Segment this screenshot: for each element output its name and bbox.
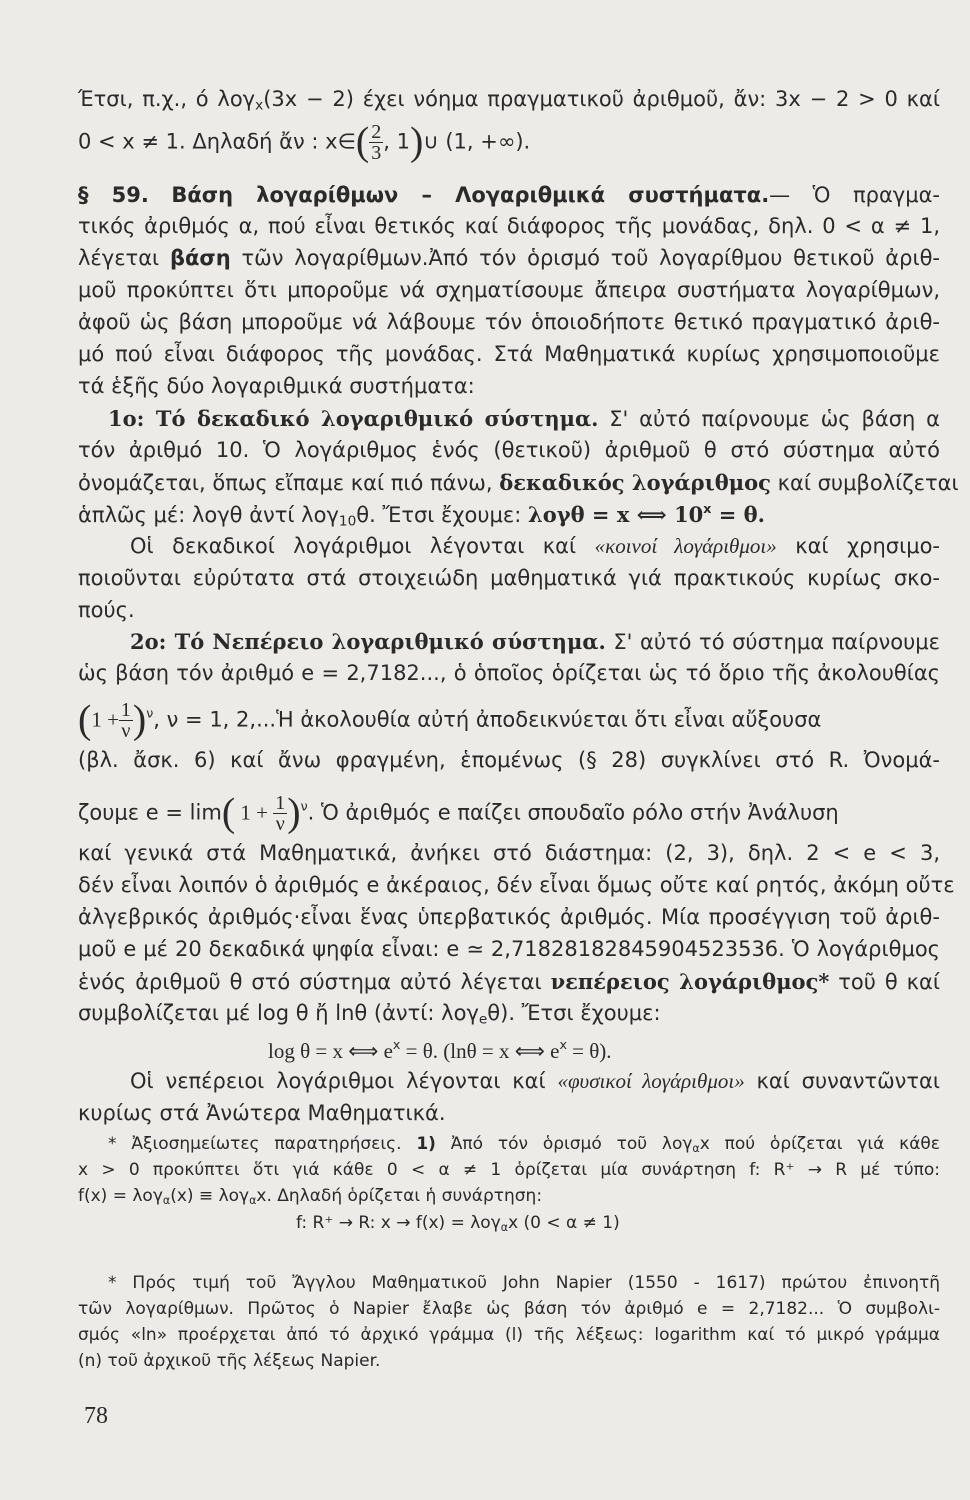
text-line: Οἱ νεπέρειοι λογάριθμοι λέγονται καί «φυσικοί λογάριθμοι» καί συναντῶνται — [130, 1069, 940, 1093]
text-line: 0 < x ≠ 1. Δηλαδή ἄν : x∈( $\frac{2}{3}$ , 1)∪ (1, +∞). — [78, 118, 531, 164]
remark-line: x > 0 προκύπτει ὅτι γιά κάθε 0 < α ≠ 1 ὁρίζεται μία συνάρτηση f: R⁺ → R μέ τύπο: — [78, 1160, 940, 1180]
formula-line: ζουμε e = lim( 1 + $\frac{1}{\nu}$ )$^\nu$. Ὁ ἀριθμός e παίζει σπουδαῖο ρόλο στήν Ἀνάλυση — [78, 789, 839, 835]
text-line: πούς. — [78, 598, 135, 622]
text-line: τά ἑξῆς δύο λογαριθμικά συστήματα: — [78, 374, 475, 398]
text-line: ὀνομάζεται, ὅπως εἴπαμε καί πιό πάνω, δεκαδικός λογάριθμος καί συμβολίζεται — [78, 470, 959, 495]
remark-line: f: R⁺ → R: x → f(x) = λογ$_\alpha$x (0 < α ≠ 1) — [296, 1213, 620, 1234]
text-line: ἀλγεβρικός ἀριθμός·εἶναι ἕνας ὑπερβατικός ἀριθμός. Μία προσέγγιση τοῦ ἀριθ- — [78, 905, 940, 929]
text-line: καί γενικά στά Μαθηματικά, ἀνήκει στό διάστημα: (2, 3), δηλ. 2 < e < 3, — [78, 841, 940, 865]
footnote-line: (n) τοῦ ἀρχικοῦ τῆς λέξεως Napier. — [78, 1351, 381, 1371]
text-line: συμβολίζεται μέ log θ ἤ lnθ (ἀντί: λογ$_e$θ). Ἔτσι ἔχουμε: — [78, 1001, 661, 1028]
footnote-line: τῶν λογαρίθμων. Πρῶτος ὁ Napier ἔλαβε ὡς βάση τόν ἀριθμό e = 2,7182... Ὁ συμβολι- — [78, 1299, 940, 1319]
text-line: Έτσι, π.χ., ό λογ$_x$(3x − 2) έχει νόημα πραγματικοῦ ἀριθμοῦ, ἄν: 3x − 2 > 0 καί — [78, 87, 940, 114]
remark-line: f(x) = λογ$_\alpha$(x) ≡ λογ$_\alpha$x. Δηλαδή ὁρίζεται ἡ συνάρτηση: — [78, 1186, 543, 1207]
footnote-line: * Πρός τιμή τοῦ Ἄγγλου Μαθηματικοῦ John Napier (1550 - 1617) πρώτου ἐπινοητῆ — [108, 1273, 940, 1293]
section-heading: § 59. Βάση λογαρίθμων – Λογαριθμικά συστήματα.— Ὁ πραγμα- — [78, 183, 940, 207]
text-line: τικός ἀριθμός α, πού εἶναι θετικός καί διάφορος τῆς μονάδας, δηλ. 0 < α ≠ 1, — [78, 214, 940, 238]
subsection-heading: 2ο: Τό Νεπέρειο λογαριθμικό σύστημα. Σ' αὐτό τό σύστημα παίρνουμε — [130, 629, 940, 654]
text-line: ἁπλῶς μέ: λογθ ἀντί λογ$_{10}$θ. Ἔτσι ἔχουμε: λογθ = x ⟺ $10^x = \theta$. — [78, 501, 765, 530]
text-line: κυρίως στά Ἀνώτερα Μαθηματικά. — [78, 1101, 446, 1125]
remark-line: * Ἀξιοσημείωτες παρατηρήσεις. 1) Ἀπό τόν ὁρισμό τοῦ λογ$_\alpha$x πού ὁρίζεται γιά κάθε — [108, 1134, 940, 1155]
subsection-heading: 1ο: Τό δεκαδικό λογαριθμικό σύστημα. Σ' αὐτό παίρνουμε ὡς βάση α — [108, 406, 940, 431]
text-line: μοῦ e μέ 20 δεκαδικά ψηφία εἶναι: e ≃ 2,71828182845904523536. Ὁ λογάριθμος — [78, 937, 940, 961]
text-line: (βλ. ἄσκ. 6) καί ἄνω φραγμένη, ἑπομένως (§ 28) συγκλίνει στό R. Ὀνομά- — [78, 748, 940, 772]
page-number: 78 — [84, 1403, 108, 1429]
equation: log θ = x ⟺ $e^x = \theta$. (lnθ = x ⟺ $e^x = \theta$). — [268, 1037, 612, 1063]
text-line: ποιοῦνται εὐρύτατα στά στοιχειώδη μαθηματικά γιά πρακτικούς κυρίως σκο- — [78, 566, 940, 590]
text-line: λέγεται βάση τῶν λογαρίθμων.Ἀπό τόν ὁρισμό τοῦ λογαρίθμου θετικοῦ ἀριθ- — [78, 246, 940, 270]
text-line: ἀφοῦ ὡς βάση μποροῦμε νά λάβουμε τόν ὁποιοδήποτε θετικό πραγματικό ἀριθ- — [78, 310, 940, 334]
text-line: τόν ἀριθμό 10. Ὁ λογάριθμος ἑνός (θετικοῦ) ἀριθμοῦ θ στό σύστημα αὐτό — [78, 438, 940, 462]
text-line: Οἱ δεκαδικοί λογάριθμοι λέγονται καί «κοινοί λογάριθμοι» καί χρησιμο- — [130, 534, 940, 558]
text-line: ὡς βάση τόν ἀριθμό e = 2,7182..., ὁ ὁποῖος ὁρίζεται ὡς τό ὅριο τῆς ἀκολουθίας — [78, 661, 940, 685]
text-line: μό πού εἶναι διάφορος τῆς μονάδας. Στά Μαθηματικά κυρίως χρησιμοποιοῦμε — [78, 342, 940, 366]
formula-line: (1 + $\frac{1}{\nu}$ )$^\nu$, ν = 1, 2,...Ἡ ἀκολουθία αὐτή ἀποδεικνύεται ὅτι εἶναι αὔξουσα — [78, 696, 822, 742]
text-line: μοῦ προκύπτει ὅτι μποροῦμε νά σχηματίσουμε ἄπειρα συστήματα λογαρίθμων, — [78, 278, 940, 302]
footnote-line: σμός «ln» προέρχεται ἀπό τό ἀρχικό γράμμα (l) τῆς λέξεως: logarithm καί τό μικρό γράμμα — [78, 1325, 940, 1345]
text-line: ἑνός ἀριθμοῦ θ στό σύστημα αὐτό λέγεται νεπέρειος λογάριθμος* τοῦ θ καί — [78, 969, 940, 994]
text-line: δέν εἶναι λοιπόν ὁ ἀριθμός e ἀκέραιος, δέν εἶναι ὅμως οὔτε καί ρητός, ἀκόμη οὔτε — [78, 873, 955, 897]
